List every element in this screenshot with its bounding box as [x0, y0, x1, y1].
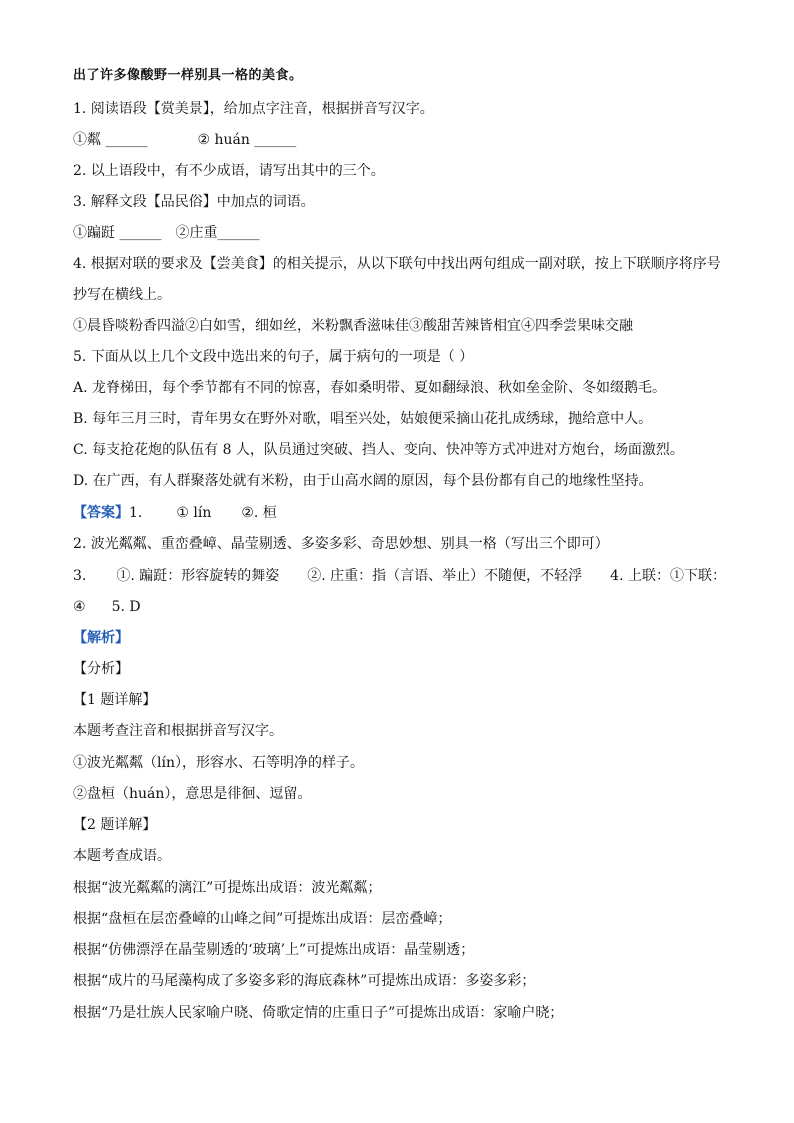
- answer-1-num: 1.: [129, 505, 143, 521]
- detail-2-b: 根据“盘桓在层峦叠嶂的山峰之间”可提炼出成语：层峦叠嶂；: [73, 911, 452, 927]
- q1-blank-b: ② huán ______: [197, 132, 297, 148]
- answer-5: 5. D: [111, 599, 141, 615]
- question-1: 1. 阅读语段【赏美景】，给加点字注音，根据拼音写汉字。: [73, 101, 434, 117]
- detail-2-a: 根据“波光粼粼的漓江”可提炼出成语：波光粼粼；: [73, 880, 382, 896]
- detail-2-d: 根据“成片的马尾藻构成了多姿多彩的海底森林”可提炼出成语：多姿多彩；: [73, 973, 536, 989]
- answer-3-num: 3.: [73, 568, 87, 584]
- detail-2-e: 根据“乃是壮族人民家喻户晓、倚歌定情的庄重日子”可提炼出成语：家喻户晓；: [73, 1005, 564, 1021]
- q5-option-b: B. 每年三月三时，青年男女在野外对歌，唱至兴处，姑娘便采摘山花扎成绣球，抛给意中人。: [73, 411, 653, 427]
- answer-label: 【答案】: [73, 505, 129, 521]
- question-1-blanks: [73, 130, 296, 150]
- q3-blank-b: ②庄重______: [175, 225, 260, 241]
- q5-option-d: D. 在广西，有人群聚落处就有米粉，由于山高水阔的原因，每个县份都有自己的地缘性坚持。: [73, 473, 653, 489]
- answer-1a: ① lín: [176, 505, 212, 521]
- intro-line: 出了许多像酸野一样别具一格的美食。: [73, 68, 303, 83]
- answer-3b: ②. 庄重：指（言语、举止）不随便，不轻浮: [307, 568, 583, 584]
- q1-blank-a: ①粼 ______: [73, 132, 148, 148]
- q5-option-a: A. 龙脊梯田，每个季节都有不同的惊喜，春如桑明带、夏如翻绿浪、秋如垒金阶、冬如缀鹅毛。: [73, 380, 667, 396]
- question-3: 3. 解释文段【品民俗】中加点的词语。: [73, 194, 315, 210]
- answer-3a: ①. 蹁跹：形容旋转的舞姿: [116, 568, 280, 584]
- detail-1-text: 本题考查注音和根据拼音写汉字。: [73, 723, 283, 739]
- detail-1-a: ①波光粼粼（lín），形容水、石等明净的样子。: [73, 755, 364, 771]
- answer-2: 2. 波光粼粼、重峦叠嶂、晶莹剔透、多姿多彩、奇思妙想、别具一格（写出三个即可）: [73, 536, 609, 552]
- question-4-line-1: 4. 根据对联的要求及【尝美食】的相关提示，从以下联句中找出两句组成一副对联，按上下联顺序将序号: [73, 256, 721, 272]
- detail-2-text: 本题考查成语。: [73, 848, 171, 864]
- question-4-line-2: 抄写在横线上。: [73, 287, 171, 303]
- answer-1b: ②. 桓: [241, 505, 277, 521]
- detail-1-b: ②盘桓（huán），意思是徘徊、逗留。: [73, 786, 312, 802]
- question-3-blanks: [73, 223, 259, 243]
- answer-row-4: [73, 597, 141, 617]
- question-4-options: ①晨昏啖粉香四溢②白如雪，细如丝，米粉飘香滋味佳③酸甜苦辣皆相宜④四季尝果味交融: [73, 318, 633, 334]
- analysis-label: 【解析】: [73, 630, 129, 646]
- detail-1-heading: 【1 题详解】: [73, 692, 157, 708]
- q5-option-c: C. 每支抢花炮的队伍有 8 人，队员通过突破、挡人、变向、快冲等方式冲进对方炮台，场面激烈。: [73, 442, 684, 458]
- answer-4: 4. 上联：①下联：: [610, 568, 726, 584]
- detail-2-c: 根据“仿佛漂浮在晶莹剔透的‘玻璃’上”可提炼出成语：晶莹剔透；: [73, 942, 475, 958]
- fenxi-label: 【分析】: [73, 661, 129, 677]
- answer-row-3: [73, 566, 726, 586]
- detail-2-heading: 【2 题详解】: [73, 817, 157, 833]
- question-2: 2. 以上语段中，有不少成语，请写出其中的三个。: [73, 163, 385, 179]
- answer-row-1: [73, 503, 277, 523]
- question-5: 5. 下面从以上几个文段中选出来的句子，属于病句的一项是（ ）: [73, 349, 474, 365]
- answer-4b: ④: [73, 599, 86, 615]
- q3-blank-a: ①蹁跹 ______: [73, 225, 162, 241]
